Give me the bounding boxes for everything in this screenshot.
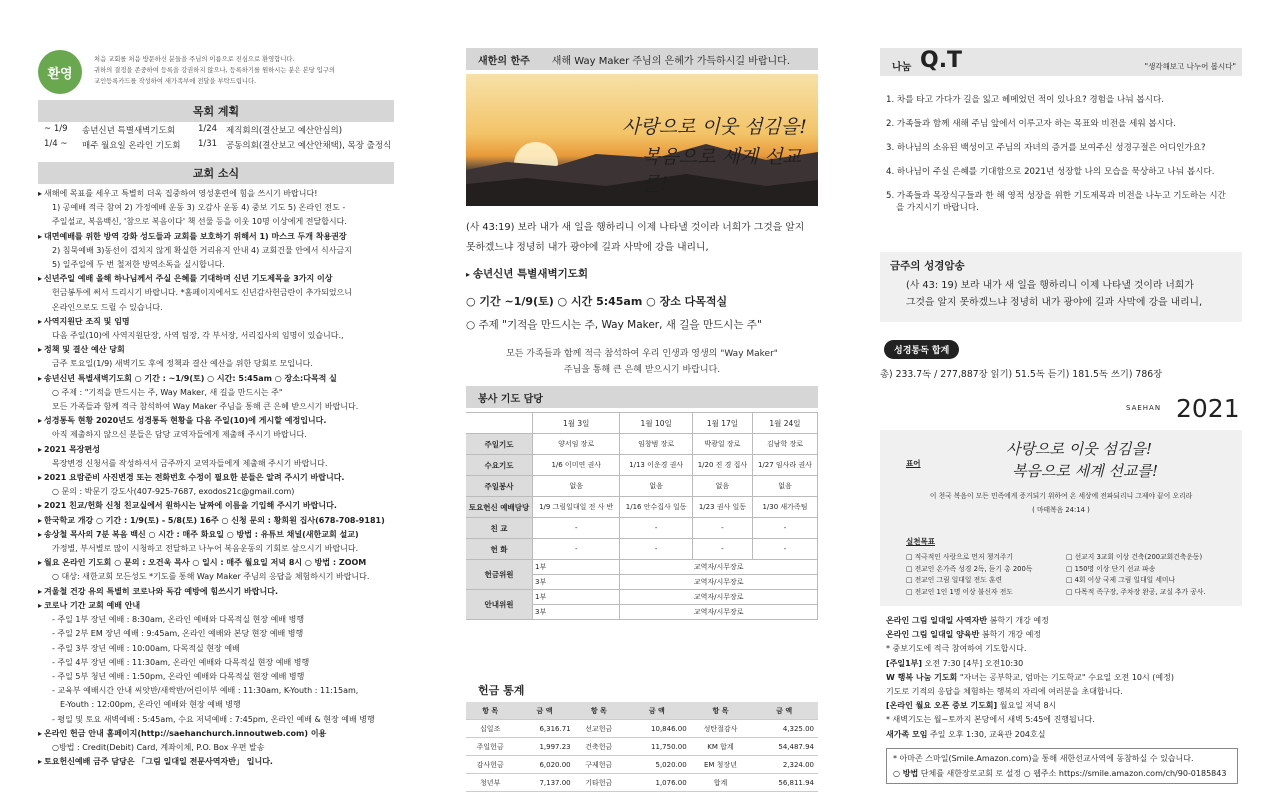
schedule-cell: 없음 [692, 476, 752, 497]
goal-item: □ 전교인 그림 일대일 전도 훈련 [906, 576, 1003, 584]
goal-item: □ 다목적 족구장, 주차장 완공, 교실 추가 공사. [1066, 587, 1206, 596]
news-line: - 교육부 예배시간 안내 씨앗반/새싹반/어린이부 예배 : 11:30am, K-Youth : 11:15am, [52, 686, 359, 696]
notices [886, 614, 1242, 742]
schedule-date: 1월 3일 [533, 413, 620, 434]
schedule-sub: 3부 [533, 575, 620, 590]
news-line: ▸ 송상철 목사의 7분 복음 백신 ○ 시간 : 매주 화요일 ○ 방법 : 유튜브 채널(새한교회 설교) [38, 528, 394, 542]
schedule-cell: 1/23 권사 일동 [692, 497, 752, 518]
news-line: 아직 제출하지 않으신 분들은 담당 교역자들에게 제출해 주시기 바랍니다. [52, 430, 307, 440]
schedule-sub: 3부 [533, 605, 620, 620]
news-line: 가정별, 부서별로 많이 시청하고 전달하고 나누어 복음운동의 기회로 삼으시기 바랍니다. [52, 544, 359, 554]
finance-header: 금 액 [623, 702, 691, 720]
schedule-date: 1월 10일 [620, 413, 693, 434]
goals-title: 실천목표 [906, 537, 935, 546]
plan-row [38, 124, 394, 139]
news-line: ▸ 2021 목장편성 [38, 443, 394, 457]
schedule-cell: 1/27 임사라 권사 [752, 455, 817, 476]
plan-item: 송년신년 특별새벽기도회 [82, 126, 176, 136]
notice-bold: W 행복 나눔 기도회 [886, 672, 958, 682]
finance-item: 주일헌금 [466, 738, 514, 756]
notice-text: * 새벽기도는 월~토까지 본당에서 새벽 5:45에 진행됩니다. [886, 715, 1095, 725]
finance-item: KM 합계 [691, 738, 751, 756]
schedule-date: 1월 24일 [752, 413, 817, 434]
goal-item: □ 150명 이상 단기 선교 파송 [1066, 564, 1156, 573]
memory-verse [880, 252, 1242, 322]
goal-item: □ 적극적인 사랑으로 먼저 챙겨주기 [906, 553, 1013, 561]
news-line: ▸ 송년신년 특별새벽기도회 ○ 기간 : ~1/9(토) ○ 시간: 5:45am ○ 장소:다목적 실 [38, 372, 394, 386]
finance-amount: 56,811.94 [750, 774, 818, 792]
notice-text: * 중보기도에 적극 참여하여 기도합시다. [886, 644, 1027, 654]
news-line: 온라인으로도 드릴 수 있습니다. [52, 302, 163, 312]
qt-question: 2. 가족들과 함께 새해 주님 앞에서 이루고자 하는 목표와 비전을 세워 봅시다. [886, 119, 1177, 129]
schedule-cell: 없음 [752, 476, 817, 497]
notice-line [886, 685, 1242, 699]
schedule-cell: 교역자/시무장로 [620, 575, 818, 590]
notice-text: 기도로 기적의 응답을 체험하는 행복의 자리에 여러분을 초대합니다. [886, 687, 1123, 697]
finance-amount: 5,020.00 [623, 756, 691, 774]
finance-amount: 1,076.00 [623, 774, 691, 792]
memory-verse-title: 금주의 성경암송 [890, 260, 965, 272]
amazon-box [886, 748, 1238, 784]
finance-title: 헌금 통계 [478, 684, 525, 697]
welcome-line: 교인등록카드를 작성하여 새가족부에 전달을 부탁드립니다. [94, 78, 257, 85]
finance-amount: 2,324.00 [750, 756, 818, 774]
schedule-row-label: 토요헌신 예배담당 [466, 497, 533, 518]
schedule-cell: 1/13 이운경 권사 [620, 455, 693, 476]
schedule-sub: 1부 [533, 560, 620, 575]
notice-bold: [온라인 월요 오픈 중보 기도회] [886, 701, 998, 711]
pastoral-plan-header: 목회 계획 [38, 100, 394, 122]
goals-left [906, 552, 1032, 598]
memory-verse-line-1: (사 43: 19) 보라 내가 새 일을 행하리니 이제 나타낼 것이라 너희가 [906, 280, 1194, 291]
bible-reading-badge: 성경통독 합계 [884, 340, 959, 359]
finance-amount: 6,316.71 [514, 720, 574, 738]
finance-amount: 54,487.94 [750, 738, 818, 756]
middle-column [466, 0, 818, 809]
schedule-cell: - [620, 518, 693, 539]
notice-line [886, 699, 1242, 713]
schedule-cell: 1/20 진 경 집사 [692, 455, 752, 476]
qt-question: 5. 가족들과 목장식구들과 한 해 영적 성장을 위한 기도제목과 비전을 나누고 기도하는 시간을 가지시기 바랍니다. [886, 191, 1226, 213]
notice-line [886, 671, 1242, 685]
notice-bold: [주일1부] [886, 658, 923, 668]
news-line: ○ 주제 : "기적을 만드시는 주, Way Maker, 새 길을 만드시는 주" [52, 387, 283, 397]
qt-question: 4. 하나님이 주실 은혜를 기대함으로 2021년 성장할 나의 모습을 묵상하고 나눠 봅시다. [886, 167, 1215, 177]
goal-item: □ 4회 이상 국제 그림 일대일 세미나 [1066, 576, 1176, 584]
qt-subtitle: "생각해보고 나누어 봅시다" [1144, 62, 1236, 71]
news-line: ▸ 사역지원단 조직 및 임명 [38, 315, 394, 329]
church-news [38, 187, 394, 769]
finance-item: 십일조 [466, 720, 514, 738]
welcome-text [94, 54, 335, 87]
news-line: 금주 토요일(1/9) 새벽기도 후에 정책과 결산 예산을 위한 당회로 모입니다. [52, 359, 313, 369]
finance-item: 청년부 [466, 774, 514, 792]
schedule-cell: 1/16 안수집사 일동 [620, 497, 693, 518]
goal-item: □ 전교인 1인 1명 이상 불신자 전도 [906, 587, 1013, 596]
memory-verse-line-2: 그것을 알지 못하겠느냐 정녕히 내가 광야에 길과 사막에 강을 내리니, [906, 297, 1203, 308]
welcome-block [38, 50, 394, 94]
vision-slogan-1: 사랑으로 이웃 섬김을! [1006, 440, 1152, 458]
welcome-line: 귀하의 결정을 존중하여 등록을 강권하지 않으나, 등록하기를 원하시는 분은 본당 입구의 [94, 67, 335, 74]
schedule-cell: - [620, 539, 693, 560]
notice-text: 월요일 저녁 8시 [997, 701, 1057, 711]
news-line: ▸ 온라인 헌금 안내 홈페이지(http://saehanchurch.innoutweb.com) 이용 [38, 727, 394, 741]
news-line: 주일설교, 복음백신, '참으로 복음이다' 책 선물 등을 이웃 10명 이상에게 전달합시다. [52, 217, 347, 227]
news-line: 헌금봉투에 써서 드리시기 바랍니다. *홈페이지에서도 신년감사헌금란이 추가되었으니 [52, 288, 353, 298]
qt-questions [886, 94, 1232, 226]
prayer-meeting-theme: ○ 주제 "기적을 만드시는 주, Way Maker, 새 길을 만드시는 주" [466, 319, 762, 331]
notice-bold: 온라인 그림 일대일 사역자반 [886, 616, 988, 625]
notice-line [886, 614, 1242, 628]
schedule-cell: 김남학 장로 [752, 434, 817, 455]
bible-reading-total: 총) 233.7독 / 277,887장 읽기) 51.5독 듣기) 181.5독 쓰기) 786장 [880, 369, 1163, 380]
prayer-meeting-note: 모든 가족들과 함께 적극 참석하여 우리 인생과 영생의 "Way Maker" 주님을 통해 큰 은혜 받으시기 바랍니다. [506, 349, 778, 375]
schedule-row-label: 친 교 [466, 518, 533, 539]
finance-item: 감사헌금 [466, 756, 514, 774]
plan-item: 매주 월요일 온라인 기도회 [82, 141, 181, 151]
news-line: ▸ 대면예배를 위한 방역 강화 성도들과 교회를 보호하기 위해서 1) 마스크 두개 착용권장 [38, 230, 394, 244]
schedule-cell: 없음 [533, 476, 620, 497]
brand-year: 2021 [1176, 394, 1240, 423]
notice-text: 오전 7:30 [4부] 오전10:30 [922, 658, 1024, 668]
schedule-cell: 1/9 그림일대일 전 사 반 [533, 497, 620, 518]
finance-item: 기타헌금 [575, 774, 623, 792]
finance-amount: 4,325.00 [750, 720, 818, 738]
schedule-cell: - [692, 539, 752, 560]
schedule-cell: 1/30 새가족팀 [752, 497, 817, 518]
schedule-cell: - [533, 539, 620, 560]
plan-date: 1/4 ~ [44, 139, 68, 149]
qt-prefix: 나눔 [892, 62, 912, 73]
vision-box [880, 430, 1242, 606]
vision-verse: 이 천국 복음이 모든 민족에게 증거되기 위하여 온 세상에 전파되리니 그제야 끝이 오리라 [929, 492, 1193, 500]
welcome-logo [38, 50, 82, 94]
schedule-cell: 임창범 장로 [620, 434, 693, 455]
schedule-row-label: 헌 화 [466, 539, 533, 560]
slogan-line-2: 복음으로 세계 선교를! [642, 146, 801, 195]
schedule-cell: 교역자/시무장로 [620, 560, 818, 575]
schedule-row-label: 수요기도 [466, 455, 533, 476]
news-line: - 주일 4부 장년 예배 : 11:30am, 온라인 예배와 다목적실 현장 예배 병행 [52, 657, 310, 667]
plan-date: 1/24 [198, 124, 218, 134]
finance-header: 금 액 [750, 702, 818, 720]
news-line: - 평일 및 토요 새벽예배 : 5:45am, 수요 저녁예배 : 7:45pm, 온라인 예배 & 현장 예배 병행 [52, 714, 375, 724]
news-line: ▸ 한국학교 개강 ○ 기간 : 1/9(토) - 5/8(토) 16주 ○ 신청 문의 : 황희원 집사(678-708-9181) [38, 514, 394, 528]
goal-item: □ 전교인 온가족 성경 2독, 듣기 총 200독 [906, 564, 1033, 573]
news-line: 다음 주일(10)에 사역지원단장, 사역 팀장, 각 부서장, 서리집사의 임명이 있습니다., [52, 331, 344, 341]
finance-header: 항 목 [466, 702, 514, 720]
news-line: 5) 일주일에 두 번 철저한 방역소독을 실시합니다. [52, 260, 225, 270]
amazon-line-1: * 아마존 스마일(Smile.Amazon.com)을 통해 새한선교사역에 동참하실 수 있습니다. [893, 754, 1194, 763]
news-line: 2) 침묵예배 3)동선이 겹치지 않게 확실한 거리유지 안내 4) 교회건물 안에서 식사금지 [52, 245, 352, 255]
schedule-corner [466, 413, 533, 434]
prayer-meeting [466, 266, 818, 378]
finance-item: 건축헌금 [575, 738, 623, 756]
right-column [880, 0, 1242, 809]
vision-ref: ( 마태복음 24:14 ) [1032, 506, 1090, 514]
schedule-cell: - [692, 518, 752, 539]
notice-bold: 온라인 그림 일대일 양육반 [886, 630, 980, 640]
qt-question: 3. 하나님의 소유된 백성이고 주님의 자녀의 증거를 보여주신 성경구절은 어디인가요? [886, 143, 1206, 153]
news-line: E-Youth : 12:00pm, 온라인 예배와 현장 예배 병행 [60, 700, 241, 710]
news-line: ▸ 월요 온라인 기도회 ○ 문의 : 오건욱 목사 ○ 일시 : 매주 월요일 저녁 8시 ○ 방법 : ZOOM [38, 556, 394, 570]
finance-header: 금 액 [514, 702, 574, 720]
plan-date: ~ 1/9 [44, 124, 68, 134]
schedule-cell: - [752, 539, 817, 560]
prayer-meeting-info: ○ 기간 ~1/9(토) ○ 시간 5:45am ○ 장소 다목적실 [466, 295, 728, 308]
verse-line-2: 못하겠느냐 정녕히 내가 광야에 길과 사막에 강을 내리니, [466, 242, 709, 253]
news-line: 1) 공예배 적극 참여 2) 가정예배 운동 3) 오감사 운동 4) 중보 기도 5) 온라인 전도 - [52, 203, 346, 213]
sunset-banner [466, 74, 818, 206]
notice-line [886, 642, 1242, 656]
news-line: ▸ 2021 친교/헌화 신청 친교실에서 원하시는 날짜에 이름을 기입해 주시기 바랍니다. [38, 499, 394, 513]
finance-amount: 1,997.23 [514, 738, 574, 756]
news-line: ○ 대상: 새한교회 모든성도 *기도를 통해 Way Maker 주님의 응답을 체험하시기 바랍니다. [52, 572, 370, 582]
finance-table [466, 702, 818, 792]
pastoral-plan [38, 124, 394, 154]
schedule-cell: 교역자/시무장로 [620, 605, 818, 620]
schedule-cell: 박광일 장로 [692, 434, 752, 455]
news-line: ▸ 겨울철 건강 유의 특별히 코로나와 독감 예방에 힘쓰시기 바랍니다. [38, 585, 394, 599]
finance-amount: 10,846.00 [623, 720, 691, 738]
notice-line [886, 713, 1242, 727]
news-line: ▸ 코로나 기간 교회 예배 안내 [38, 599, 394, 613]
schedule-cell: 1/6 이미연 권사 [533, 455, 620, 476]
qt-question: 1. 차를 타고 가다가 길을 잃고 헤메었던 적이 있나요? 경험을 나눠 봅시다. [886, 95, 1164, 105]
notice-line [886, 628, 1242, 642]
welcome-line: 처음 교회를 처음 방문하신 분들을 주님의 이름으로 진심으로 환영합니다. [94, 56, 295, 63]
goals-right [1066, 552, 1206, 598]
news-line: ▸ 신년주일 예배 올해 하나님께서 주실 은혜를 기대하며 신년 기도제목을 3가지 이상 [38, 272, 394, 286]
plan-item: 제직회의(결산보고 예산안심의) [226, 126, 343, 136]
news-line: ▸ 토요헌신예배 금주 담당은 「그림 일대일 전문사역자반」 입니다. [38, 755, 394, 769]
plan-date: 1/31 [198, 139, 218, 149]
finance-header: 항 목 [575, 702, 623, 720]
schedule-cell: 양서임 장로 [533, 434, 620, 455]
finance-item: 합계 [691, 774, 751, 792]
schedule-sub: 1부 [533, 590, 620, 605]
church-news-header: 교회 소식 [38, 162, 394, 184]
news-line: - 주일 5부 청년 예배 : 1:50pm, 온라인 예배와 다목적실 현장 예배 병행 [52, 671, 305, 681]
schedule-row-label: 안내위원 [466, 590, 533, 620]
service-header: 봉사 기도 담당 [466, 386, 818, 408]
welcome-logo-text: 환영 [47, 66, 73, 82]
notice-text: 봄학기 개강 예정 [987, 616, 1049, 625]
finance-amount: 7,137.00 [514, 774, 574, 792]
left-column [38, 0, 394, 809]
verse-header-label: 새한의 한주 [478, 55, 530, 67]
qt-header [880, 48, 1242, 76]
finance-amount: 6,020.00 [514, 756, 574, 774]
verse-header-bar [466, 48, 818, 70]
schedule-cell: - [533, 518, 620, 539]
slogan-line-1: 사랑으로 이웃 섬김을! [622, 116, 807, 138]
plan-row [38, 139, 394, 154]
notice-line [886, 657, 1242, 671]
service-schedule-table [466, 412, 818, 620]
news-line: ○ 문의 : 박문기 강도사(407-925-7687, exodos21c@gmail.com) [52, 487, 295, 497]
finance-amount: 11,750.00 [623, 738, 691, 756]
news-line: 목장변경 신청서를 작성하셔서 금주까지 교역자들에게 제출해 주시기 바랍니다. [52, 458, 328, 468]
plan-item: 공동의회(결산보고 예산안채택), 목장 출정식 [226, 141, 392, 151]
finance-item: EM 청장년 [691, 756, 751, 774]
verse-header-text: 새해 Way Maker 주님의 은혜가 가득하시길 바랍니다. [551, 55, 791, 67]
notice-text: "자녀는 공부학교, 엄마는 기도학교" 수요일 오전 10시 (예정) [957, 672, 1174, 682]
finance-item: 성탄절감사 [691, 720, 751, 738]
qt-title: Q.T [920, 48, 963, 73]
finance-item: 구제헌금 [575, 756, 623, 774]
finance-header: 항 목 [691, 702, 751, 720]
goal-item: □ 선교지 3교회 이상 건축(200교회건축운동) [1066, 553, 1203, 561]
schedule-cell: 교역자/시무장로 [620, 590, 818, 605]
schedule-row-label: 주일봉사 [466, 476, 533, 497]
amazon-line-2: ○ 방법 단체를 새한장로교회 로 설정 ○ 웹주소 https://smile.amazon.com/ch/90-0185843 [893, 769, 1227, 778]
notice-bold: 새가족 모임 [886, 729, 928, 739]
news-line: ▸ 정책 및 결산 예산 당회 [38, 343, 394, 357]
verse-text [466, 218, 818, 258]
vision-label: 표어 [906, 459, 921, 468]
news-line: - 주일 2부 EM 장년 예배 : 9:45am, 온라인 예배와 본당 현장 예배 병행 [52, 629, 304, 639]
notice-text: 봄학기 개강 예정 [979, 630, 1042, 640]
vision-slogan-2: 복음으로 세계 선교를! [1012, 462, 1158, 480]
finance-item: 선교헌금 [575, 720, 623, 738]
schedule-row-label: 주일기도 [466, 434, 533, 455]
schedule-date: 1월 17일 [692, 413, 752, 434]
prayer-meeting-title: ▸ 송년신년 특별새벽기도회 [466, 268, 589, 280]
news-line: ▸ 2021 요람준비 사진변경 또는 전화번호 수정이 필요한 분들은 알려 주시기 바랍니다. [38, 471, 394, 485]
news-line: - 주일 3부 장년 예배 : 10:00am, 다목적실 현장 예배 [52, 643, 240, 653]
news-line: ▸ 성경통독 현황 2020년도 성경통독 현황을 다음 주일(10)에 게시할 예정입니다. [38, 414, 394, 428]
schedule-cell: 없음 [620, 476, 693, 497]
news-line: ▸ 새해에 목표를 세우고 특별히 더욱 집중하여 영성훈련에 힘을 쓰시기 바랍니다! [38, 187, 394, 201]
schedule-row-label: 헌금위원 [466, 560, 533, 590]
verse-line-1: (사 43:19) 보라 내가 새 일을 행하리니 이제 나타낼 것이라 너희가 그것을 알지 [466, 222, 805, 233]
brand-small: SAEHAN [1126, 404, 1162, 412]
news-line: - 주일 1부 장년 예배 : 8:30am, 온라인 예배와 다목적실 현장 예배 병행 [52, 615, 305, 625]
news-line: 모든 가족들과 함께 적극 참석하여 Way Maker 주님을 통해 큰 은혜 받으시기 바랍니다. [52, 402, 359, 412]
notice-text: 주일 오후 1:30, 교육관 204호실 [927, 729, 1046, 739]
news-line: ○방법 : Credit(Debit) Card, 계좌이체, P.O. Box 우편 발송 [52, 742, 265, 752]
schedule-cell: - [752, 518, 817, 539]
notice-line [886, 728, 1242, 742]
